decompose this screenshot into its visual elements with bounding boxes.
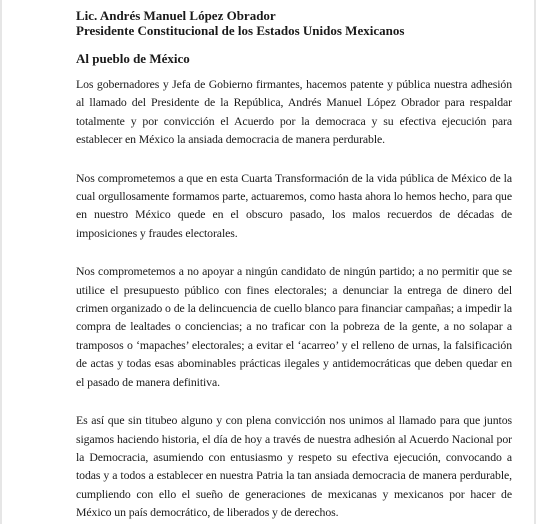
addressee-title: Presidente Constitucional de los Estados Unidos Mexicanos (76, 23, 405, 38)
greeting: Al pueblo de México (76, 51, 190, 66)
paragraph-4: Es así que sin titubeo alguno y con plena convicción nos unimos al llamado para que juntos sigamos haciendo historia, el día de hoy a través de nuestra adhesión al Acuerdo Nacional por la Democracia, asumiendo con entusiasmo y respeto su efectiva ejecución, convocando a todas y a todos a establecer en nuestra Patria la tan ansiada democracia de manera perdurable, cumpliendo con ello el sueño de generaciones de mexicanas y mexicanos por hacer de México un país democrático, de liberados y de derechos. (76, 413, 512, 520)
paragraph-1: Los gobernadores y Jefa de Gobierno firmantes, hacemos patente y pública nuestra adhesión al llamado del Presidente de la República, Andrés Manuel López Obrador para respaldar totalmente y por convicción el Acuerdo por la democraca y su efectiva ejecución para establecer en México la ansiada democracia de manera perdurable. (76, 77, 512, 147)
paragraph-3: Nos comprometemos a no apoyar a ningún candidato de ningún partido; a no permitir que se utilice el presupuesto público con fines electorales; a denunciar la entrega de dinero del crimen organizado o de la delincuencia de cuello blanco para financiar campañas; a impedir la compra de lealtades o conciencias; a no traficar con la pobreza de la gente, a no solapar a tramposos o ‘mapaches’ electorales; a evitar el ‘acarreo’ y el relleno de urnas, la falsificación de actas y todas esas abominables prácticas ilegales y antidemocráticas que deben quedar en el pasado de manera definitiva. (76, 264, 512, 389)
addressee-name: Lic. Andrés Manuel López Obrador (76, 8, 276, 23)
paragraph-2: Nos comprometemos a que en esta Cuarta Transformación de la vida pública de México de la cual orgullosamente formamos parte, actuaremos, como hasta ahora lo hemos hecho, para que en nuestro México quede en el obscuro pasado, los malos recuerdos de décadas de imposiciones y fraudes electorales. (76, 170, 512, 240)
